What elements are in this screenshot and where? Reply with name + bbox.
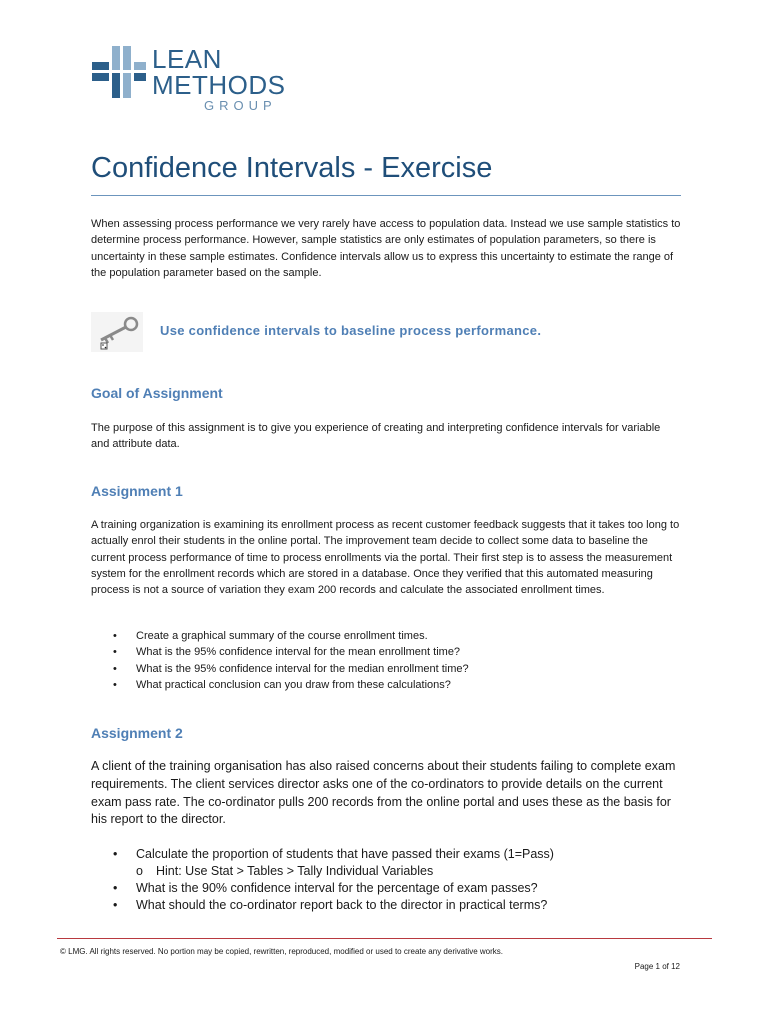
- logo-word-methods: METHODS: [152, 70, 286, 100]
- sub-list-item: o Hint: Use Stat > Tables > Tally Individual Variables: [136, 864, 434, 878]
- bullet-glyph: •: [113, 881, 118, 895]
- bullet-glyph: •: [113, 646, 117, 659]
- goal-heading: Goal of Assignment: [91, 385, 223, 401]
- assignment2-heading: Assignment 2: [91, 725, 183, 741]
- list-item: • Create a graphical summary of the course enrollment times.: [91, 628, 681, 644]
- title-divider: [91, 195, 681, 196]
- page-title: Confidence Intervals - Exercise: [91, 152, 493, 184]
- list-item: • What should the co-ordinator report back to the director in practical terms?: [113, 898, 548, 912]
- logo-word-group: GROUP: [204, 98, 277, 113]
- logo-word-lean: LEAN: [152, 44, 222, 74]
- bullet-glyph: •: [113, 898, 118, 912]
- assignment1-paragraph: A training organization is examining its enrollment process as recent customer feedback suggests that it takes too long to actually enrol their students in the online portal. The improvement team decide to collect some data to baseline the current process performance of time to process enrollments via the portal. Their first step is to assess the measurement system for the enrollment records which are stored in a database. Once they verified that this automated measuring process is not a source of variation they exam 200 records and calculate the associated enrollment times.: [91, 519, 680, 597]
- bullet-glyph: •: [113, 678, 117, 691]
- list-item: • What is the 90% confidence interval for the percentage of exam passes?: [113, 881, 538, 895]
- lean-methods-logo: [92, 46, 292, 112]
- assignment1-bullet-list: [91, 628, 681, 693]
- assignment1-heading: Assignment 1: [91, 483, 183, 499]
- assignment2-paragraph: A client of the training organisation has also raised concerns about their students failing to complete exam requirements. The client services director asks one of the co-ordinators to provide details on the current exam pass rate. The co-ordinator pulls 200 records from the online portal and uses these as the basis for his report to the director.: [91, 759, 676, 827]
- bullet-glyph: •: [113, 662, 117, 675]
- key-callout: Use confidence intervals to baseline process performance.: [160, 323, 542, 338]
- list-item: • What is the 95% confidence interval for the median enrollment time?: [91, 661, 681, 677]
- bullet-glyph: •: [113, 847, 118, 861]
- goal-paragraph: The purpose of this assignment is to give you experience of creating and interpreting confidence intervals for variable and attribute data.: [91, 422, 661, 451]
- list-item: • What is the 95% confidence interval for the mean enrollment time?: [91, 644, 681, 660]
- cross-logo-icon: [92, 46, 146, 102]
- key-icon: [91, 312, 143, 352]
- list-item: • Calculate the proportion of students that have passed their exams (1=Pass): [113, 847, 554, 861]
- page-number: Page 1 of 12: [634, 962, 680, 971]
- bullet-glyph: •: [113, 630, 117, 642]
- copyright-notice: © LMG. All rights reserved. No portion may be copied, rewritten, reproduced, modified or used to create any derivative works.: [60, 947, 503, 956]
- assignment2-bullet-list: [91, 846, 681, 914]
- sub-bullet-glyph: o: [136, 864, 143, 878]
- list-item: • What practical conclusion can you draw from these calculations?: [91, 677, 681, 693]
- intro-paragraph: When assessing process performance we very rarely have access to population data. Instead we use sample statistics to determine process performance. However, sample statistics are only estimates of population parameters, so there is uncertainty in these sample estimates. Confidence intervals allow us to express this uncertainty to estimate the range of the population parameter based on the sample.: [91, 218, 681, 279]
- footer-divider: [57, 938, 712, 939]
